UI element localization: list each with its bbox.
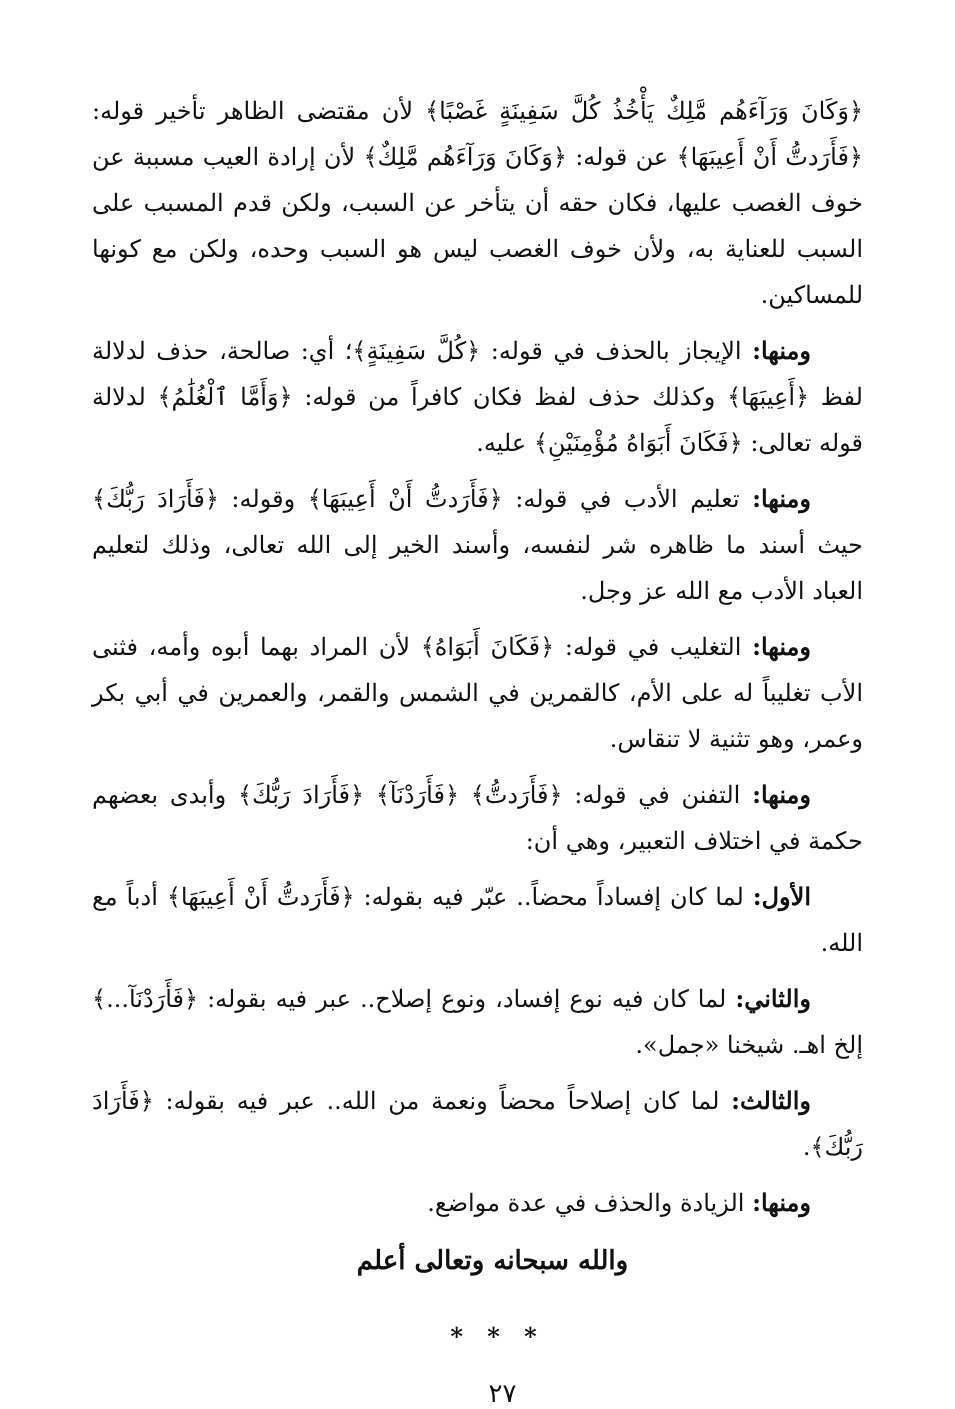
paragraph-3 xyxy=(92,476,863,614)
paragraph-9 xyxy=(92,1180,863,1226)
paragraph-lead: ومنها: xyxy=(752,780,811,809)
paragraph-text: وَكَانَ وَرَآءَهُم مَّلِكٌ يَأْخُذُ كُلَّ سَفِينَةٍ غَصْبًا﴾ لأن مقتضى الظاهر تأخير قوله: ﴿فَأَرَدتُّ أَنْ أَعِيبَهَا﴾ عن قوله: ﴿وَكَانَ وَرَآءَهُم مَّلِكٌ﴾ لأن إرادة العيب مسببة عن خوف الغصب عليها، فكان حقه أن يتأخر عن السبب، ولكن قدم المسبب على السبب للعناية به، ولأن خوف الغصب ليس هو السبب وحده، ولكن مع كونها للمساكين. xyxy=(92,97,863,309)
paragraph-4 xyxy=(92,624,863,762)
paragraph-lead: ومنها: xyxy=(752,632,811,661)
paragraph-lead: والثاني: xyxy=(735,984,811,1013)
paragraph-text: التغليب في قوله: ﴿فَكَانَ أَبَوَاهُ﴾ لأن المراد بهما أبوه وأمه، فثنى الأب تغليباً له على الأم، كالقمرين في الشمس والقمر، والعمرين في أبي بكر وعمر، وهو تثنية لا تنقاس. xyxy=(92,633,863,753)
paragraph-text: لما كان إصلاحاً محضاً ونعمة من الله.. عبر فيه بقوله: ﴿فَأَرَادَ رَبُّكَ﴾. xyxy=(92,1087,863,1161)
closing-phrase: والله سبحانه وتعالى أعلم xyxy=(356,1246,629,1276)
paragraph-1 xyxy=(92,88,863,318)
paragraph-lead: والثالث: xyxy=(731,1086,811,1115)
paragraph-6 xyxy=(92,874,863,966)
paragraph-text: الإيجاز بالحذف في قوله: ﴿كُلَّ سَفِينَةٍ﴾؛ أي: صالحة، حذف لدلالة لفظ ﴿أَعِيبَهَا﴾ وكذلك حذف لفظ فكان كافراً من قوله: ﴿وَأَمَّا ٱلْغُلَٰمُ﴾ لدلالة قوله تعالى: ﴿فَكَانَ أَبَوَاهُ مُؤْمِنَيْنِ﴾ عليه. xyxy=(92,337,863,457)
paragraph-text: لما كان فيه نوع إفساد، ونوع إصلاح.. عبر فيه بقوله: ﴿فَأَرَدْنَآ...﴾ إلخ اهـ. شيخنا «جمل». xyxy=(92,985,863,1059)
paragraph-text: لما كان إفساداً محضاً.. عبّر فيه بقوله: ﴿فَأَرَدتُّ أَنْ أَعِيبَهَا﴾ أدباً مع الله. xyxy=(92,883,863,957)
paragraph-text: الزيادة والحذف في عدة مواضع. xyxy=(427,1189,753,1217)
paragraph-lead: ومنها: xyxy=(752,336,811,365)
opening-bracket: ﴿ xyxy=(848,97,863,125)
paragraph-text: تعليم الأدب في قوله: ﴿فَأَرَدتُّ أَنْ أَعِيبَهَا﴾ وقوله: ﴿فَأَرَادَ رَبُّكَ﴾ حيث أسند ما ظاهره شر لنفسه، وأسند الخير إلى الله تعالى، وذلك لتعليم العباد الأدب مع الله عز وجل. xyxy=(92,485,863,605)
section-separator: * * * xyxy=(450,1322,545,1351)
paragraph-5 xyxy=(92,772,863,864)
paragraph-7 xyxy=(92,976,863,1068)
paragraph-8 xyxy=(92,1078,863,1170)
paragraph-lead: الأول: xyxy=(752,882,811,911)
page-number: ٢٧ xyxy=(488,1379,517,1409)
paragraph-lead: ومنها: xyxy=(752,484,811,513)
paragraph-lead: ومنها: xyxy=(752,1188,811,1217)
paragraph-2 xyxy=(92,328,863,466)
paragraph-text: التفنن في قوله: ﴿فَأَرَدتُّ﴾ ﴿فَأَرَدْنَآ﴾ ﴿فَأَرَادَ رَبُّكَ﴾ وأبدى بعضهم حكمة في اختلاف التعبير، وهي أن: xyxy=(92,781,863,855)
